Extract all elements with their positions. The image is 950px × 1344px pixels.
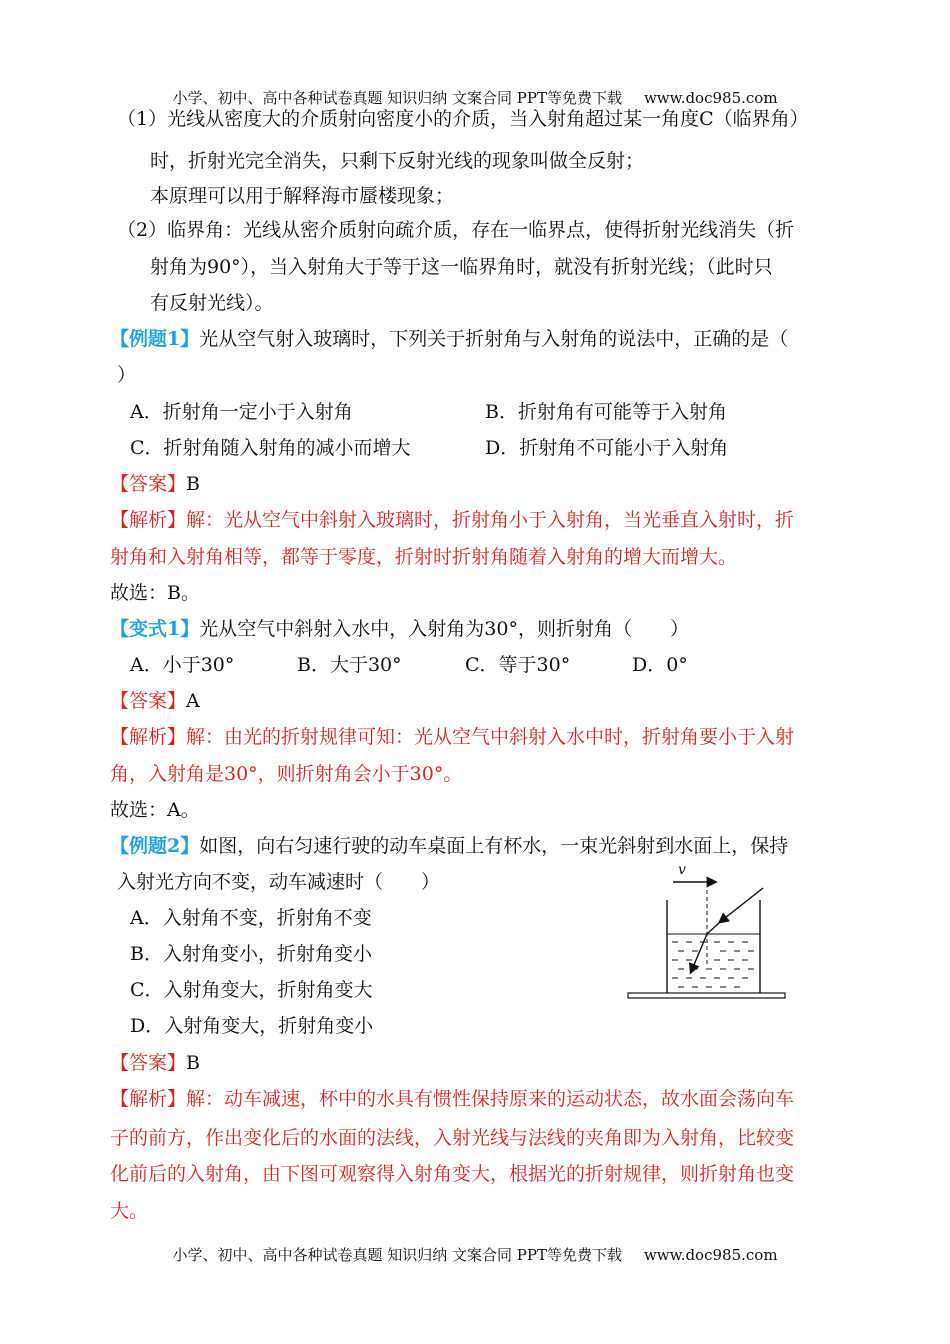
incident-ray-tail: [707, 922, 720, 934]
ex1-bracket-open: 【: [110, 328, 130, 350]
ex2-analysis-text1: 解：动车减速，杯中的水具有惯性保持原来的运动状态，故水面会荡向车: [186, 1088, 795, 1110]
var1-answer-tag: 【答案】: [110, 690, 187, 712]
ex1-option-a[interactable]: A．折射角一定小于入射角: [130, 401, 353, 423]
ex2-option-a[interactable]: A．入射角不变，折射角不变: [130, 907, 372, 929]
refracted-ray: [691, 934, 707, 972]
figure-velocity-label: v: [678, 862, 686, 878]
var1-answer: [110, 688, 200, 714]
ex2-analysis-line2: 子的前方，作出变化后的水面的法线，入射光线与法线的夹角即为入射角，比较变: [110, 1127, 795, 1149]
intro-p2-line3: 有反射光线）。: [150, 292, 274, 314]
intro-p1-line3: 本原理可以用于解释海市蜃楼现象；: [150, 185, 455, 207]
ex1-option-d[interactable]: D．折射角不可能小于入射角: [485, 437, 729, 459]
ex1-analysis-tag: 【解析】: [110, 509, 187, 531]
var1-option-b[interactable]: B．大于30°: [297, 654, 402, 676]
ex2-question-line2: 入射光方向不变，动车减速时（ ）: [117, 871, 441, 893]
ex1-option-b[interactable]: B．折射角有可能等于入射角: [485, 401, 727, 423]
ex1-analysis-line2: 射角和入射角相等，都等于零度，折射时折射角随着入射角的增大而增大。: [110, 546, 738, 568]
footer-url[interactable]: www.doc985.com: [643, 1246, 778, 1264]
page-header: [0, 88, 950, 108]
ex2-answer-value: B: [186, 1052, 200, 1074]
ex1-question-line1: [110, 326, 788, 352]
page-footer: [0, 1245, 950, 1265]
ex1-bracket-close: 】: [180, 328, 200, 350]
intro-p2-line1: （2）临界角：光线从密介质射向疏介质，存在一临界点，使得折射光线消失（折: [117, 219, 795, 241]
incident-ray: [720, 888, 763, 922]
var1-choose: 故选：A。: [110, 799, 200, 821]
ex1-answer-value: B: [186, 473, 200, 495]
var1-question-text: 光从空气中斜射入水中，入射角为30°，则折射角（ ）: [199, 618, 689, 640]
var1-question: [110, 616, 689, 642]
var1-analysis-tag: 【解析】: [110, 726, 187, 748]
header-url[interactable]: www.doc985.com: [643, 89, 778, 107]
ex2-answer-tag: 【答案】: [110, 1052, 187, 1074]
ex2-question-text: 如图，向右匀速行驶的动车桌面上有杯水，一束光斜射到水面上，保持: [199, 835, 789, 857]
var1-bracket-close: 】: [180, 618, 200, 640]
ex2-question-line1: [110, 833, 788, 859]
ex2-option-d[interactable]: D．入射角变大，折射角变小: [130, 1015, 374, 1037]
ex2-option-b[interactable]: B．入射角变小，折射角变小: [130, 943, 372, 965]
ex2-bracket-close: 】: [180, 835, 200, 857]
ex2-answer: [110, 1050, 200, 1076]
var1-option-a[interactable]: A．小于30°: [130, 654, 235, 676]
ex1-analysis-text1: 解：光从空气中斜射入玻璃时，折射角小于入射角，当光垂直入射时，折: [186, 509, 795, 531]
var1-option-c[interactable]: C．等于30°: [465, 654, 571, 676]
ex2-analysis-line1: [110, 1086, 794, 1112]
ex1-label: 例题1: [129, 328, 181, 350]
var1-option-d[interactable]: D．0°: [632, 654, 688, 676]
ex1-choose: 故选：B。: [110, 582, 200, 604]
ex2-option-c[interactable]: C．入射角变大，折射角变大: [130, 979, 373, 1001]
intro-p2-line2: 射角为90°），当入射角大于等于这一临界角时，就没有折射光线；（此时只: [150, 256, 773, 278]
ex1-answer: [110, 471, 200, 497]
ex2-analysis-line4: 大。: [110, 1200, 149, 1222]
intro-p1-line1: （1）光线从密度大的介质射向密度小的介质，当入射角超过某一角度C（临界角）: [117, 108, 809, 130]
ex1-option-c[interactable]: C．折射角随入射角的减小而增大: [130, 437, 411, 459]
ex2-analysis-line3: 化前后的入射角，由下图可观察得入射角变大，根据光的折射规律，则折射角也变: [110, 1163, 795, 1185]
footer-text: 小学、初中、高中各种试卷真题 知识归纳 文案合同 PPT等免费下载: [172, 1246, 622, 1264]
ex1-question-line2: ）: [117, 364, 137, 386]
ex1-question-text: 光从空气射入玻璃时，下列关于折射角与入射角的说法中，正确的是（: [199, 328, 789, 350]
var1-analysis-line1: [110, 724, 794, 750]
ex2-analysis-tag: 【解析】: [110, 1088, 187, 1110]
table-surface: [628, 993, 785, 998]
ex2-bracket-open: 【: [110, 835, 130, 857]
var1-analysis-text1: 解：由光的折射规律可知：光从空气中斜射入水中时，折射角要小于入射: [186, 726, 795, 748]
var1-bracket-open: 【: [110, 618, 130, 640]
ex1-answer-tag: 【答案】: [110, 473, 187, 495]
header-text: 小学、初中、高中各种试卷真题 知识归纳 文案合同 PPT等免费下载: [172, 89, 622, 107]
ex2-figure: [620, 860, 790, 1005]
var1-label: 变式1: [129, 618, 181, 640]
water-hatching: [672, 942, 754, 987]
ex1-analysis-line1: [110, 507, 794, 533]
var1-analysis-line2: 角，入射角是30°，则折射角会小于30°。: [110, 763, 463, 785]
ex2-label: 例题2: [129, 835, 181, 857]
intro-p1-line2: 时，折射光完全消失，只剩下反射光线的现象叫做全反射；: [150, 150, 645, 172]
var1-answer-value: A: [186, 690, 200, 712]
